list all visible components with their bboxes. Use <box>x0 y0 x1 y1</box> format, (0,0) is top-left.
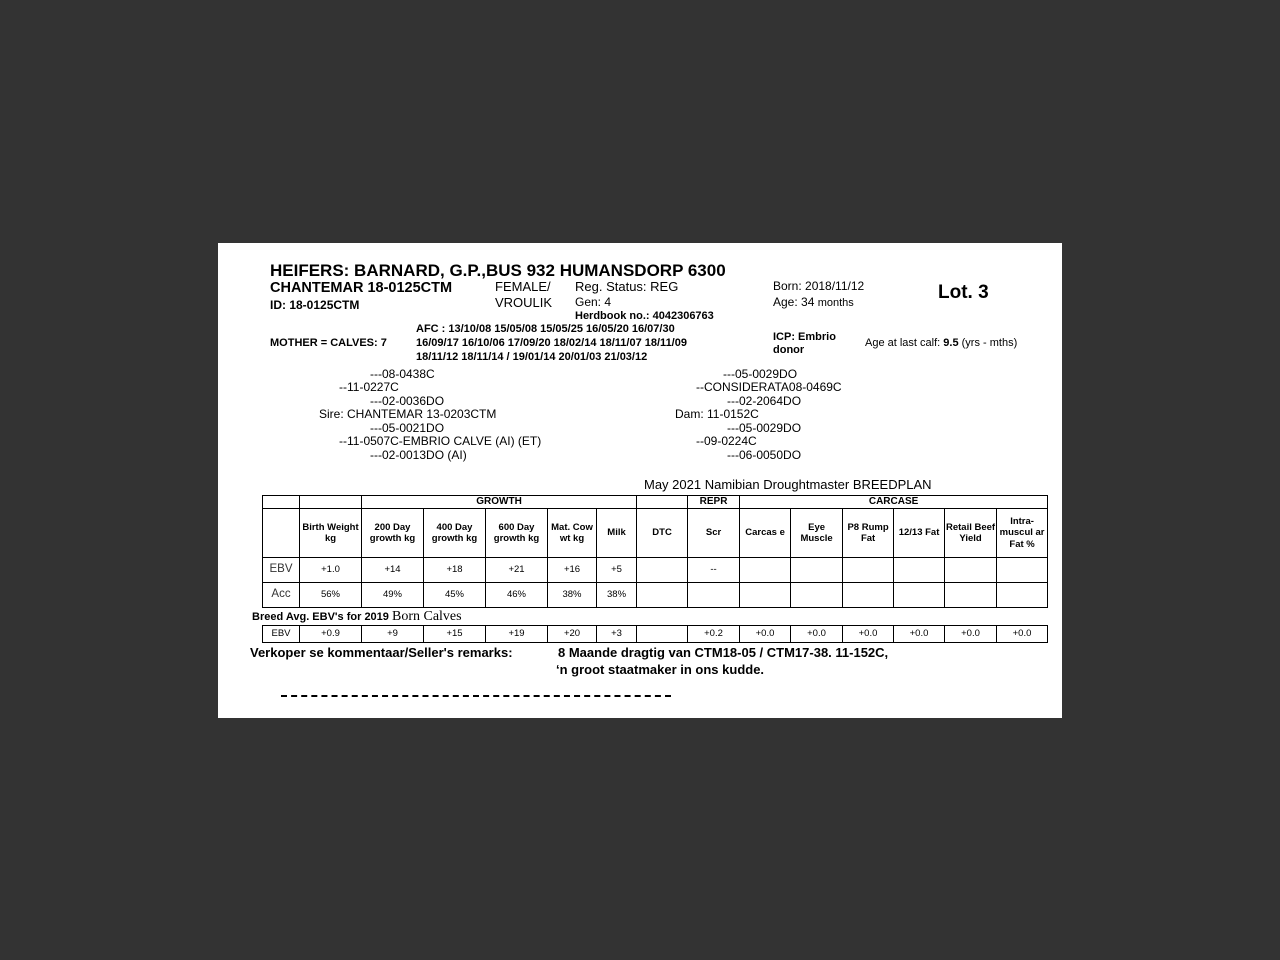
sire-pedigree-line: ---02-0036DO <box>370 394 445 408</box>
age <box>773 296 854 309</box>
avg-cell: +19 <box>486 626 548 643</box>
col-12-13-fat: 12/13 Fat <box>894 509 945 558</box>
breed-avg-table <box>262 625 1048 643</box>
sire-pedigree-line: ---05-0021DO <box>370 421 445 435</box>
avg-cell: +9 <box>362 626 424 643</box>
animal-id: ID: 18-0125CTM <box>270 298 360 312</box>
signature-line <box>281 695 671 697</box>
col-retail-beef-yield: Retail Beef Yield <box>945 509 997 558</box>
age-last-calf <box>865 338 1017 349</box>
sire-pedigree-line: --11-0227C <box>339 380 399 394</box>
col-scr: Scr <box>688 509 740 558</box>
remarks-line-1: 8 Maande dragtig van CTM18-05 / CTM17-38. 11-152C, <box>558 645 889 660</box>
col-milk: Milk <box>597 509 637 558</box>
icp-line-2: donor <box>773 344 805 356</box>
col-birth-weight: Birth Weight kg <box>300 509 362 558</box>
afc-line-2: 16/09/17 16/10/06 17/09/20 18/02/14 18/11/07 18/11/09 <box>416 337 687 349</box>
sex-en: FEMALE/ <box>495 279 551 294</box>
animal-name: CHANTEMAR 18-0125CTM <box>270 280 453 296</box>
age-last-calf-value: 9.5 <box>943 337 959 349</box>
ebv-cell: +21 <box>486 558 548 583</box>
breed-avg-row <box>263 626 1048 643</box>
remarks-label: Verkoper se kommentaar/Seller's remarks: <box>250 645 513 660</box>
group-growth: GROWTH <box>362 496 637 509</box>
dam-pedigree-line: ---05-0029DO <box>723 367 798 381</box>
ebv-row-label: EBV <box>263 558 300 583</box>
breed-avg-heading <box>252 610 462 624</box>
acc-cell <box>945 583 997 608</box>
ebv-cell <box>894 558 945 583</box>
breed-avg-row-label: EBV <box>263 626 300 643</box>
acc-cell <box>791 583 843 608</box>
acc-cell: 38% <box>597 583 637 608</box>
acc-cell <box>843 583 894 608</box>
acc-cell <box>637 583 688 608</box>
avg-cell: +0.0 <box>843 626 894 643</box>
group-header-row <box>263 496 1048 509</box>
age-value: Age: 34 <box>773 295 815 309</box>
dam-line: Dam: 11-0152C <box>675 407 759 421</box>
avg-cell: +0.2 <box>688 626 740 643</box>
breed-avg-suffix: Born Calves <box>391 609 462 624</box>
ebv-row <box>263 558 1048 583</box>
ebv-cell <box>843 558 894 583</box>
ebv-cell <box>997 558 1048 583</box>
generation: Gen: 4 <box>575 295 612 309</box>
col-carcase: Carcas e <box>740 509 791 558</box>
corner-cell <box>263 496 300 509</box>
ebv-cell: +1.0 <box>300 558 362 583</box>
avg-cell: +0.0 <box>997 626 1048 643</box>
ebv-cell: +14 <box>362 558 424 583</box>
dam-pedigree-line: ---06-0050DO <box>727 448 802 462</box>
page-title: HEIFERS: BARNARD, G.P.,BUS 932 HUMANSDORP 6300 <box>270 261 726 280</box>
col-dtc: DTC <box>637 509 688 558</box>
born-date: Born: 2018/11/12 <box>773 279 865 293</box>
avg-cell: +3 <box>597 626 637 643</box>
breedplan-title: May 2021 Namibian Droughtmaster BREEDPLAN <box>644 477 932 492</box>
lot-card <box>218 243 1062 718</box>
ebv-cell: +5 <box>597 558 637 583</box>
ebv-cell: -- <box>688 558 740 583</box>
sire-line: Sire: CHANTEMAR 13-0203CTM <box>319 407 497 421</box>
remarks-line-2: ‘n groot staatmaker in ons kudde. <box>556 662 765 677</box>
age-unit: months <box>817 297 854 309</box>
col-p8-rump-fat: P8 Rump Fat <box>843 509 894 558</box>
dam-pedigree-line: --09-0224C <box>696 434 757 448</box>
acc-cell <box>688 583 740 608</box>
breed-avg-label: Breed Avg. EBV's for 2019 <box>252 611 389 623</box>
col-200-day: 200 Day growth kg <box>362 509 424 558</box>
acc-row <box>263 583 1048 608</box>
acc-cell: 56% <box>300 583 362 608</box>
acc-cell <box>894 583 945 608</box>
mother-calves: MOTHER = CALVES: 7 <box>270 337 387 349</box>
dam-pedigree-line: --CONSIDERATA08-0469C <box>696 380 842 394</box>
reg-status: Reg. Status: REG <box>575 279 679 294</box>
avg-cell <box>637 626 688 643</box>
column-header-row <box>263 509 1048 558</box>
col-400-day: 400 Day growth kg <box>424 509 486 558</box>
acc-cell: 49% <box>362 583 424 608</box>
dam-pedigree-line: ---02-2064DO <box>727 394 802 408</box>
avg-cell: +20 <box>548 626 597 643</box>
ebv-cell <box>945 558 997 583</box>
group-carcase: CARCASE <box>740 496 1048 509</box>
acc-row-label: Acc <box>263 583 300 608</box>
sire-pedigree-line: --11-0507C-EMBRIO CALVE (AI) (ET) <box>339 434 542 448</box>
ebv-cell: +16 <box>548 558 597 583</box>
col-imf: Intra- muscul ar Fat % <box>997 509 1048 558</box>
blank-group-cell <box>637 496 688 509</box>
sire-pedigree-line: ---08-0438C <box>370 367 435 381</box>
acc-cell: 45% <box>424 583 486 608</box>
ebv-cell: +18 <box>424 558 486 583</box>
lot-number: Lot. 3 <box>938 282 989 303</box>
age-last-calf-label: Age at last calf: <box>865 337 941 349</box>
avg-cell: +0.0 <box>791 626 843 643</box>
col-mat-cow-wt: Mat. Cow wt kg <box>548 509 597 558</box>
avg-cell: +0.0 <box>740 626 791 643</box>
acc-cell <box>997 583 1048 608</box>
herdbook-number: Herdbook no.: 4042306763 <box>575 310 714 322</box>
avg-cell: +0.9 <box>300 626 362 643</box>
avg-cell: +15 <box>424 626 486 643</box>
avg-cell: +0.0 <box>894 626 945 643</box>
group-repr: REPR <box>688 496 740 509</box>
ebv-cell <box>740 558 791 583</box>
col-600-day: 600 Day growth kg <box>486 509 548 558</box>
sire-pedigree-line: ---02-0013DO (AI) <box>370 448 467 462</box>
acc-cell <box>740 583 791 608</box>
row-label-header <box>263 509 300 558</box>
afc-line-1: AFC : 13/10/08 15/05/08 15/05/25 16/05/20 16/07/30 <box>416 323 675 335</box>
ebv-cell <box>791 558 843 583</box>
icp-line-1: ICP: Embrio <box>773 331 836 343</box>
age-last-calf-unit: (yrs - mths) <box>961 337 1018 349</box>
col-eye-muscle: Eye Muscle <box>791 509 843 558</box>
acc-cell: 46% <box>486 583 548 608</box>
acc-cell: 38% <box>548 583 597 608</box>
blank-group-cell <box>300 496 362 509</box>
dam-pedigree-line: ---05-0029DO <box>727 421 802 435</box>
sex-af: VROULIK <box>495 295 553 310</box>
afc-line-3: 18/11/12 18/11/14 / 19/01/14 20/01/03 21/03/12 <box>416 351 648 363</box>
ebv-cell <box>637 558 688 583</box>
ebv-table <box>262 495 1048 608</box>
avg-cell: +0.0 <box>945 626 997 643</box>
